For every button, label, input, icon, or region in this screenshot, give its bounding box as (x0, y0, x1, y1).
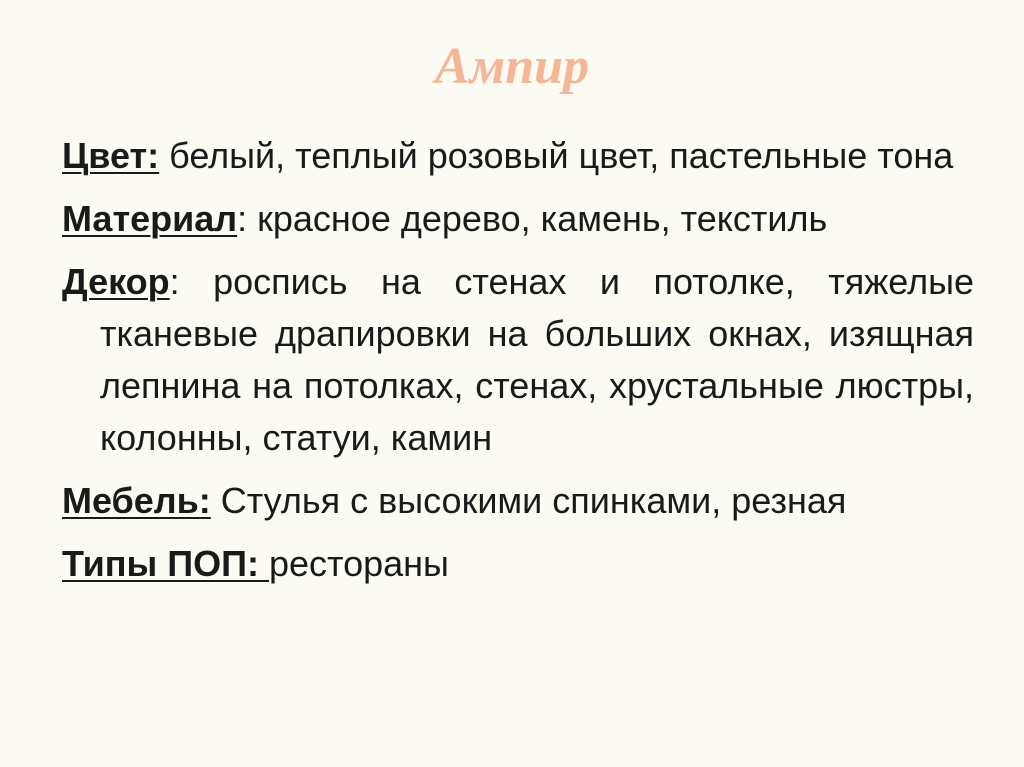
term-decor: Декор (62, 261, 170, 302)
term-venue-types: Типы ПОП: (62, 543, 269, 584)
term-material: Материал (62, 198, 238, 239)
text-venue-types: рестораны (268, 543, 449, 584)
slide-title: Ампир (434, 38, 590, 95)
item-venue-types (62, 538, 974, 590)
term-color: Цвет: (62, 135, 160, 176)
text-material: : красное дерево, камень, текстиль (237, 198, 828, 239)
item-furniture (62, 475, 974, 527)
item-decor (62, 256, 974, 464)
item-material (62, 193, 974, 245)
text-color: белый, теплый розовый цвет, пастельные тона (159, 135, 954, 176)
item-color (62, 130, 974, 182)
text-decor: : роспись на стенах и потолке, тяжелые тканевые драпировки на больших окнах, изящная лепнина на потолках, стенах, хрустальные люстры, колонны, статуи, камин (100, 261, 974, 458)
text-furniture: Стулья с высокими спинками, резная (210, 480, 847, 521)
term-furniture: Мебель: (62, 480, 211, 521)
slide-content (62, 130, 974, 601)
